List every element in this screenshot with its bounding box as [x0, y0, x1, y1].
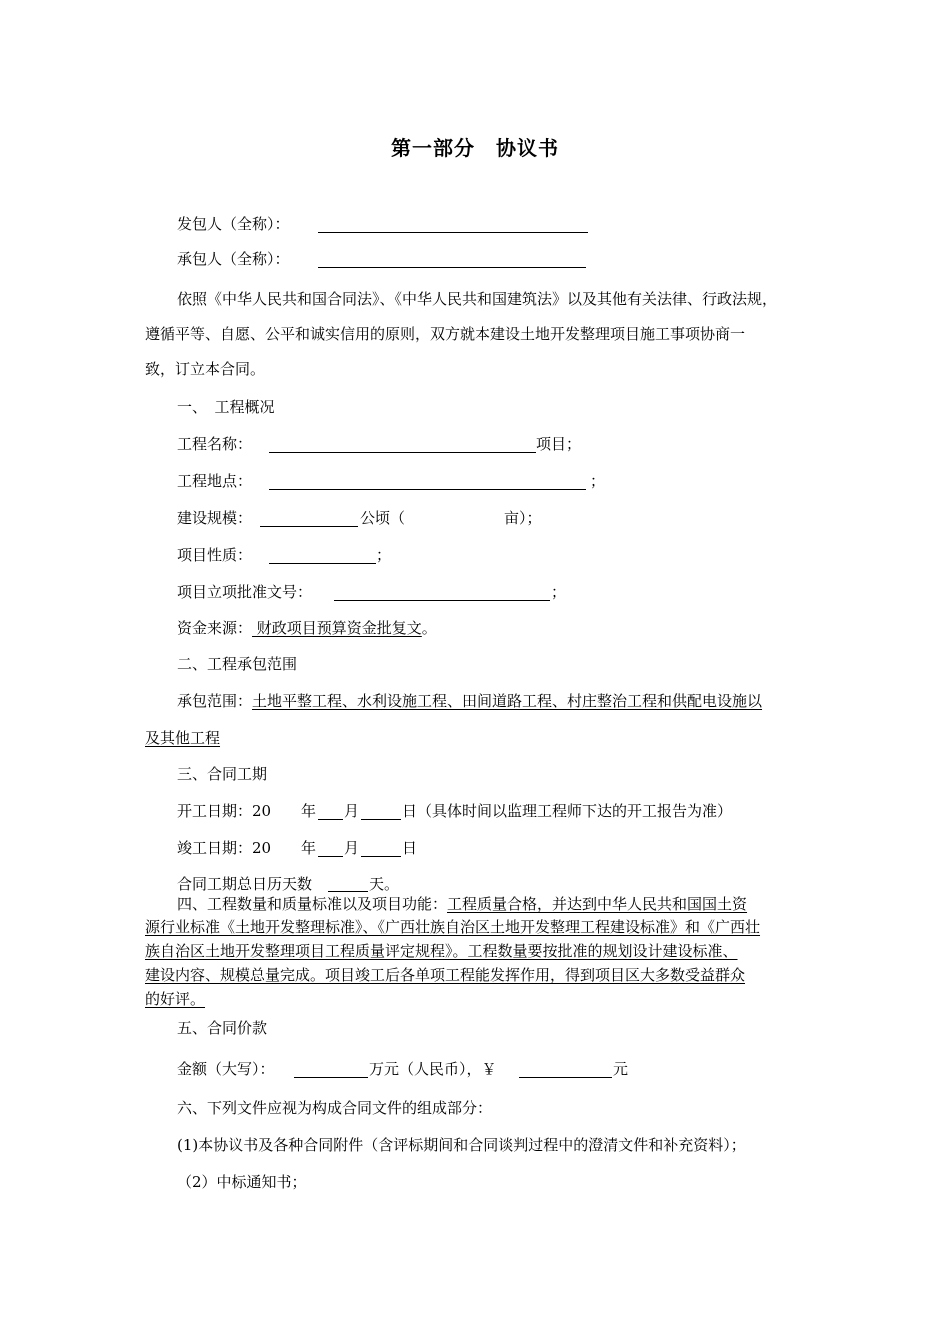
scale-hectare-unit: 公顷（	[360, 509, 406, 527]
intro-line-1: 依照《中华人民共和国合同法》、《中华人民共和国建筑法》以及其他有关法律、行政法规，	[177, 290, 778, 308]
nature-label: 项目性质：	[177, 546, 253, 564]
quality-text-1: 工程质量合格，并达到中华人民共和国国土资	[447, 895, 748, 913]
scale-label: 建设规模：	[177, 509, 253, 527]
quality-text-5: 的好评。	[145, 990, 206, 1008]
project-location-suffix: ；	[590, 472, 606, 490]
end-month-blank[interactable]	[318, 856, 343, 857]
project-location-label: 工程地点：	[177, 472, 253, 490]
start-day-blank[interactable]	[361, 819, 401, 820]
approval-suffix: ；	[551, 583, 567, 601]
start-year-label: 年	[301, 802, 317, 820]
quality-text-3: 族自治区土地开发整理项目工程质量评定规程》。工程数量要按批准的规划设计建设标准、	[145, 942, 738, 960]
contractor-label: 承包人（全称）：	[177, 250, 290, 268]
amount-figure-blank[interactable]	[519, 1077, 612, 1078]
total-days-label: 合同工期总日历天数	[177, 875, 313, 893]
start-date-label: 开工日期：20	[177, 802, 272, 820]
section-1-heading: 一、 工程概况	[177, 398, 275, 416]
project-name-blank[interactable]	[269, 452, 536, 453]
amount-label: 金额（大写）：	[177, 1060, 275, 1078]
end-date-label: 竣工日期：20	[177, 839, 272, 857]
intro-line-3: 致，订立本合同。	[145, 360, 266, 378]
section-6-heading: 六、下列文件应视为构成合同文件的组成部分：	[177, 1099, 493, 1117]
intro-line-2: 遵循平等、自愿、公平和诚实信用的原则，双方就本建设土地开发整理项目施工事项协商一	[145, 325, 746, 343]
end-month-label: 月	[344, 839, 360, 857]
employer-blank[interactable]	[318, 232, 588, 233]
end-year-label: 年	[301, 839, 317, 857]
nature-suffix: ；	[376, 546, 392, 564]
project-location-blank[interactable]	[269, 489, 586, 490]
fund-source	[177, 618, 437, 638]
quality-text-2: 源行业标准《土地开发整理标准》、《广西壮族自治区土地开发整理工程建设标准》和《广西壮	[145, 918, 761, 936]
total-days-unit: 天。	[369, 875, 400, 893]
amount-suffix: 元	[613, 1060, 629, 1078]
scale-hectare-blank[interactable]	[260, 526, 358, 527]
scope-label: 承包范围：	[177, 692, 253, 710]
total-days-blank[interactable]	[328, 891, 368, 892]
start-day-label: 日（具体时间以监理工程师下达的开工报告为准）	[402, 802, 733, 820]
project-name-suffix: 项目；	[536, 435, 582, 453]
document-item-1: (1)本协议书及各种合同附件（含评标期间和合同谈判过程中的澄清文件和补充资料）；	[177, 1136, 746, 1154]
end-day-blank[interactable]	[361, 856, 401, 857]
section-3-heading: 三、合同工期	[177, 765, 268, 783]
document-item-2: （2）中标通知书；	[177, 1173, 307, 1191]
start-month-label: 月	[344, 802, 360, 820]
employer-label: 发包人（全称）：	[177, 215, 290, 233]
section-2-heading: 二、工程承包范围	[177, 655, 298, 673]
approval-label: 项目立项批准文号：	[177, 583, 313, 601]
scale-mu-unit: 亩）；	[504, 509, 542, 527]
end-day-label: 日	[402, 839, 418, 857]
scope-line-1	[177, 691, 762, 711]
fund-value: 财政项目预算资金批复文	[252, 619, 422, 637]
section-4-line-1	[177, 894, 747, 914]
start-month-blank[interactable]	[318, 819, 343, 820]
scope-value-2: 及其他工程	[145, 729, 221, 747]
project-name-label: 工程名称：	[177, 435, 253, 453]
fund-suffix: 。	[421, 619, 437, 637]
nature-blank[interactable]	[269, 563, 376, 564]
amount-words-blank[interactable]	[294, 1077, 368, 1078]
section-4-heading: 四、工程数量和质量标准以及项目功能：	[177, 895, 448, 913]
fund-label: 资金来源：	[177, 619, 253, 637]
approval-blank[interactable]	[334, 600, 550, 601]
quality-text-4: 建设内容、规模总量完成。项目竣工后各单项工程能发挥作用，得到项目区大多数受益群众	[145, 966, 746, 984]
scope-value-1: 土地平整工程、水利设施工程、田间道路工程、村庄整治工程和供配电设施以	[252, 692, 763, 710]
contractor-blank[interactable]	[318, 267, 586, 268]
section-5-heading: 五、合同价款	[177, 1019, 268, 1037]
amount-unit: 万元（人民币），￥	[369, 1060, 497, 1078]
document-title: 第一部分 协议书	[391, 136, 559, 160]
